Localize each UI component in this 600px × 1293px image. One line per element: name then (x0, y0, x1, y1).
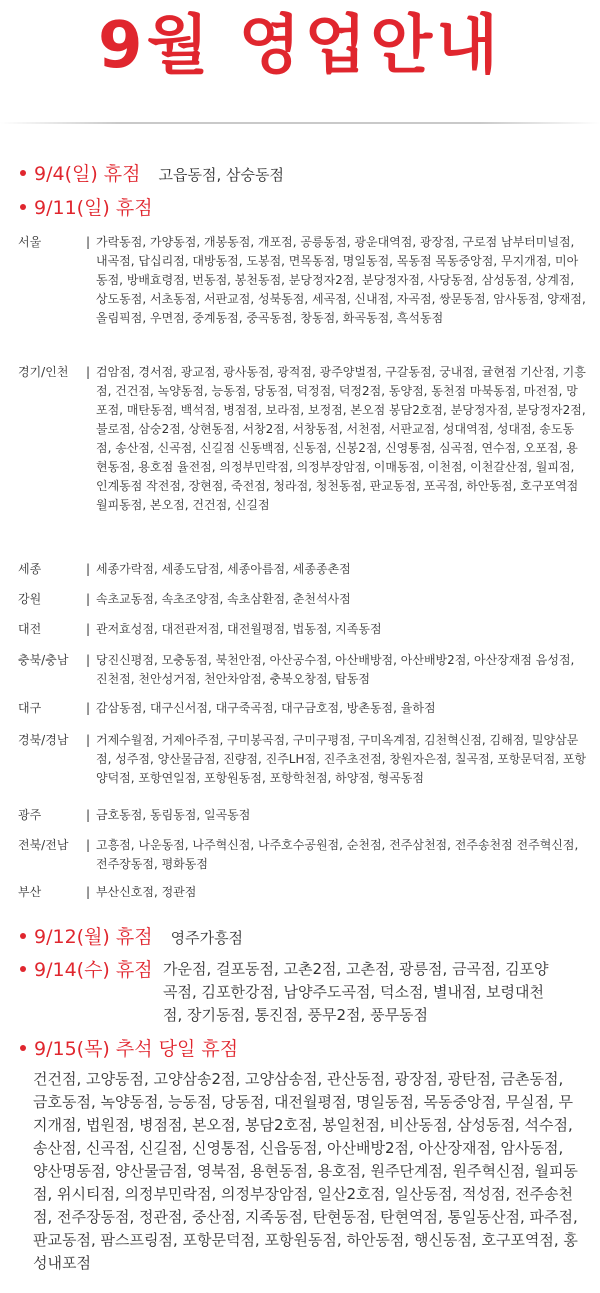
bullet-icon (20, 1045, 26, 1051)
closure-day-0911 (20, 196, 153, 221)
region-stores: 고흥점, 나운동점, 나주혁신점, 나주호수공원점, 순천점, 전주삼천점, 전주송천점 전주혁신점, 전주장동점, 평화동점 (96, 838, 579, 871)
closure-stores-0914: 가운점, 걸포동점, 고촌2점, 고촌점, 광릉점, 금곡점, 김포양곡점, 김포한강점, 남양주도곡점, 덕소점, 별내점, 보령대천점, 장기동점, 통진점, 풍무2점, 풍무동점 (163, 960, 549, 1024)
region-stores: 검암점, 경서점, 광교점, 광사동점, 광적점, 광주양벌점, 구갈동점, 궁내점, 귤현점 기산점, 기흥점, 건건점, 녹양동점, 능동점, 당동점, 덕정점, 덕정2점, 동양점, 동천점 마북동점, 마전점, 망포점, 매탄동점, 백석점, 병점점, 보라점, 보정점, 본오점 봉담2호점, 분당정자점, 분당정자2점, 불로점, 삼숭2점, 상현동점, 서창2점, 서창동점, 서천점, 서판교점, 성대역점, 성대점, 송도동점, 송산점, 신곡점, 신길점 신동백점, 신동점, 신봉2점, 신영통점, 심곡점, 연수점, 오포점, 용현동점, 용호점 율전점, 의정부민락점, 의정부장암점, 이매동점, 이천점, 이천갈산점, 월피점, 인계동점 작전점, 장현점, 죽전점, 청라점, 청천동점, 판교동점, 포곡점, 하안동점, 호구포역점 월피동점, 본오점, 건건점, 신길점 (96, 365, 586, 512)
region-separator: | (86, 235, 91, 249)
closure-date: 9/14(수) 휴점 (34, 959, 153, 981)
bullet-icon (20, 204, 26, 210)
closure-day-0915 (20, 1037, 238, 1062)
region-separator: | (86, 592, 91, 606)
closure-day-0914 (20, 958, 153, 983)
region-separator: | (86, 653, 91, 667)
closure-day-0912 (20, 925, 243, 950)
closure-day-0904 (20, 162, 284, 187)
region-stores: 가락동점, 가양동점, 개봉동점, 개포점, 공릉동점, 광운대역점, 광장점, 구로점 남부터미널점, 내곡점, 답십리점, 대방동점, 도봉점, 면목동점, 명일동점, 목동점 목동중앙점, 무지개점, 미아동점, 방배효령점, 번동점, 봉천동점, 분당정자2점, 분당정자점, 사당동점, 삼성동점, 상계점, 상도동점, 서초동점, 서판교점, 성북동점, 세곡점, 신내점, 자곡점, 쌍문동점, 암사동점, 양재점, 올림픽점, 우면점, 중계동점, 중곡동점, 창동점, 화곡동점, 흑석동점 (96, 235, 586, 325)
region-stores: 감삼동점, 대구신서점, 대구죽곡점, 대구금호점, 방촌동점, 율하점 (96, 701, 436, 715)
closure-date: 9/11(일) 휴점 (34, 197, 153, 219)
region-name: 충북/충남 (18, 653, 69, 667)
region-stores: 금호동점, 동림동점, 일곡동점 (96, 808, 251, 822)
closure-date: 9/12(월) 휴점 (34, 926, 153, 948)
region-gyeonggi-incheon (18, 363, 588, 543)
region-stores: 당진신평점, 모충동점, 북천안점, 아산공수점, 아산배방점, 아산배방2점, 아산장재점 음성점, 진천점, 천안성거점, 천안차암점, 충북오창점, 탑동점 (96, 653, 575, 686)
region-separator: | (86, 701, 91, 715)
region-name: 광주 (18, 808, 42, 822)
region-separator: | (86, 885, 91, 899)
region-stores: 부산신호점, 정관점 (96, 885, 197, 899)
region-name: 대전 (18, 622, 42, 636)
region-stores: 거제수월점, 거제아주점, 구미봉곡점, 구미구평점, 구미옥계점, 김천혁신점, 김해점, 밀양삼문점, 성주점, 양산물금점, 진량점, 진주LH점, 진주초전점, 창원자은점, 칠곡점, 포항문덕점, 포항양덕점, 포항연일점, 포항원동점, 포항학천점, 하양점, 형곡동점 (96, 733, 587, 785)
page-title: 9월 영업안내 (98, 9, 502, 83)
bullet-icon (20, 933, 26, 939)
region-stores: 관저효성점, 대전관저점, 대전월평점, 법동점, 지족동점 (96, 622, 382, 636)
region-name: 부산 (18, 885, 42, 899)
closure-stores-0915: 건건점, 고양동점, 고양삼송2점, 고양삼송점, 관산동점, 광장점, 광탄점, 금촌동점, 금호동점, 녹양동점, 능동점, 당동점, 대전월평점, 명일동점, 목동중앙점, 무실점, 무지개점, 법원점, 병점점, 본오점, 봉담2호점, 봉일천점, 비산동점, 삼성동점, 석수점, 송산점, 신곡점, 신길점, 신영통점, 신읍동점, 아산배방2점, 아산장재점, 암사동점, 양산명동점, 양산물금점, 영북점, 용현동점, 용호점, 원주단계점, 원주혁신점, 월피동점, 위시티점, 의정부민락점, 의정부장암점, 일산2호점, 일산동점, 적성점, 전주송천점, 전주장동점, 정관점, 중산점, 지족동점, 탄현동점, 탄현역점, 통일동산점, 파주점, 판교동점, 팜스프링점, 포항문덕점, 포항원동점, 하안동점, 행신동점, 호구포역점, 홍성내포점 (33, 1070, 578, 1272)
region-name: 강원 (18, 592, 42, 606)
bullet-icon (20, 966, 26, 972)
region-name: 서울 (18, 235, 42, 249)
region-separator: | (86, 365, 91, 379)
region-seoul (18, 233, 588, 353)
bullet-icon (20, 170, 26, 176)
region-separator: | (86, 622, 91, 636)
region-stores: 세종가락점, 세종도담점, 세종아름점, 세종종촌점 (96, 562, 351, 576)
region-name: 세종 (18, 562, 42, 576)
region-name: 경북/경남 (18, 733, 69, 747)
closure-stores: 고읍동점, 삼숭동점 (158, 166, 284, 184)
title-divider (0, 122, 600, 124)
region-separator: | (86, 562, 91, 576)
region-separator: | (86, 733, 91, 747)
closure-stores: 영주가흥점 (170, 929, 244, 947)
region-separator: | (86, 808, 91, 822)
region-stores: 속초교동점, 속초조양점, 속초삼환점, 춘천석사점 (96, 592, 351, 606)
closure-date: 9/4(일) 휴점 (34, 163, 141, 185)
region-name: 전북/전남 (18, 838, 69, 852)
region-name: 대구 (18, 701, 42, 715)
closure-date: 9/15(목) 추석 당일 휴점 (34, 1038, 239, 1060)
region-name: 경기/인천 (18, 365, 69, 379)
region-separator: | (86, 838, 91, 852)
